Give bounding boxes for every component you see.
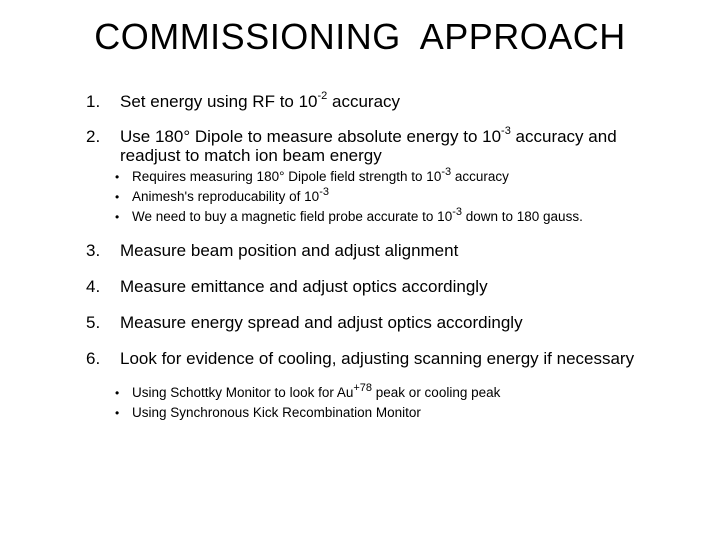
item-number: 6. [86, 349, 101, 368]
item-text: Measure emittance and adjust optics accordingly [120, 277, 488, 296]
bullet-icon: • [115, 406, 120, 420]
list-item: • Requires measuring 180° Dipole field strength to $10^{-3}$ accuracy [112, 167, 692, 187]
list-item: • We need to buy a magnetic field probe accurate to $10^{-3}$ down to 180 gauss. [112, 207, 692, 227]
bullet-icon: • [115, 170, 120, 184]
item-6-bullets [112, 383, 692, 423]
bullet-icon: • [115, 210, 120, 224]
item-text: Set energy using RF to $10^{-2}$ accuracy [120, 90, 401, 111]
item-number: 4. [86, 277, 101, 296]
item-number: 5. [86, 313, 101, 332]
item-number: 1. [86, 92, 101, 111]
bullet-icon: • [115, 190, 120, 204]
item-2-bullets [112, 167, 692, 227]
bullet-icon: • [115, 386, 120, 400]
item-number: 2. [86, 127, 101, 146]
item-text: Measure energy spread and adjust optics accordingly [120, 313, 523, 332]
item-number: 3. [86, 241, 101, 260]
item-text: Look for evidence of cooling, adjusting scanning energy if necessary [120, 349, 635, 368]
item-text: Use 180° Dipole to measure absolute energy to $10^{-3}$ accuracy and readjust to match ion beam energy [120, 125, 617, 165]
list-item: • Using Schottky Monitor to look for $Au^{+78}$ peak or cooling peak [112, 383, 692, 403]
slide-title: COMMISSIONING APPROACH [94, 16, 626, 57]
item-text: Measure beam position and adjust alignment [120, 241, 459, 260]
list-item: • Animesh's reproducability of $10^{-3}$ [112, 187, 692, 207]
list-item: • Using Synchronous Kick Recombination Monitor [112, 403, 692, 423]
